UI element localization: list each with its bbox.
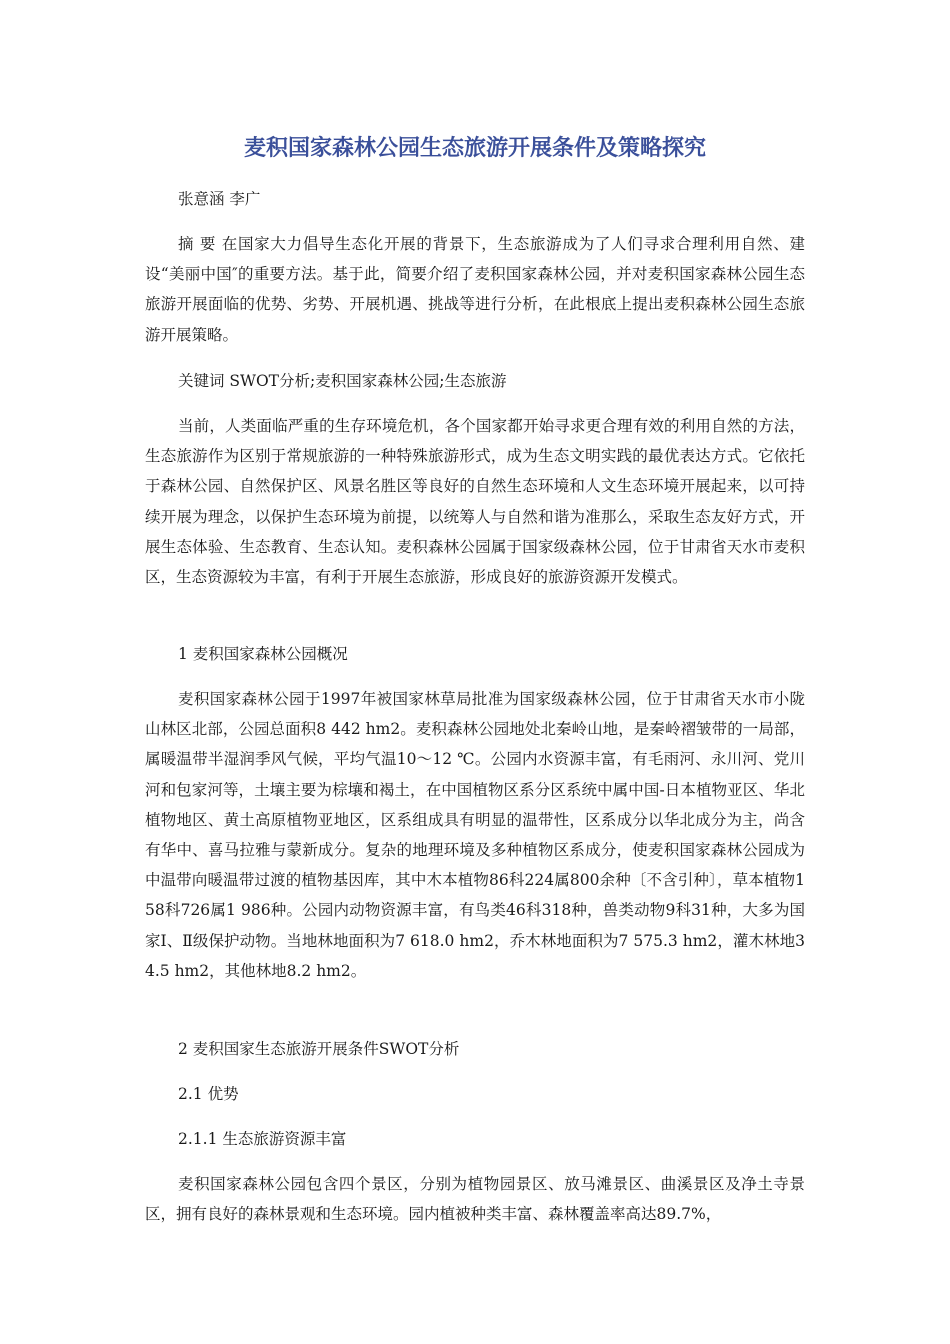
section-2-1-1-paragraph: 麦积国家森林公园包含四个景区，分别为植物园景区、放马滩景区、曲溪景区及净土寺景区，拥有良好的森林景观和生态环境。园内植被种类丰富、森林覆盖率高达89.7%， <box>145 1175 805 1224</box>
section-1-paragraph: 麦积国家森林公园于1997年被国家林草局批准为国家级森林公园，位于甘肃省天水市小陇山林区北部，公园总面积8 442 hm2。麦积森林公园地处北秦岭山地，是秦岭褶皱带的一局部，属暖温带半湿润季风气候，平均气温10～12 ℃。公园内水资源丰富，有毛雨河、永川河、党川河和包家河等，土壤主要为棕壤和褐土，在中国植物区系分区系统中属中国-日本植物亚区、华北植物地区、黄土高原植物亚地区，区系组成具有明显的温带性，区系成分以华北成分为主，尚含有华中、喜马拉雅与蒙新成分。复杂的地理环境及多种植物区系成分，使麦积国家森林公园成为中温带向暖温带过渡的植物基因库，其中木本植物86科224属800余种〔不含引种〕，草本植物158科726属1 986种。公园内动物资源丰富，有鸟类46科318种，兽类动物9科31种，大多为国家Ⅰ、Ⅱ级保护动物。当地林地面积为7 618.0 hm2，乔木林地面积为7 575.3 hm2，灌木林地34.5 hm2，其他林地8.2 hm2。 <box>145 690 805 980</box>
section-2-1-heading: 2.1 优势 <box>178 1085 239 1103</box>
keywords-line: 关键词 SWOT分析;麦积国家森林公园;生态旅游 <box>178 372 507 390</box>
intro-paragraph: 当前，人类面临严重的生存环境危机，各个国家都开始寻求更合理有效的利用自然的方法，生态旅游作为区别于常规旅游的一种特殊旅游形式，成为生态文明实践的最优表达方式。它依托于森林公园、自然保护区、风景名胜区等良好的自然生态环境和人文生态环境开展起来，以可持续开展为理念，以保护生态环境为前提，以统筹人与自然和谐为准那么，采取生态友好方式，开展生态体验、生态教育、生态认知。麦积森林公园属于国家级森林公园，位于甘肃省天水市麦积区，生态资源较为丰富，有利于开展生态旅游，形成良好的旅游资源开发模式。 <box>145 417 805 587</box>
section-2-1-1-heading: 2.1.1 生态旅游资源丰富 <box>178 1130 347 1148</box>
section-2-heading: 2 麦积国家生态旅游开展条件SWOT分析 <box>178 1040 460 1058</box>
document-title: 麦积国家森林公园生态旅游开展条件及策略探究 <box>243 136 706 161</box>
abstract-paragraph: 摘 要 在国家大力倡导生态化开展的背景下，生态旅游成为了人们寻求合理利用自然、建设“美丽中国″的重要方法。基于此，简要介绍了麦积国家森林公园，并对麦积国家森林公园生态旅游开展面临的优势、劣势、开展机遇、挑战等进行分析，在此根底上提出麦积森林公园生态旅游开展策略。 <box>145 235 805 344</box>
section-1-heading: 1 麦积国家森林公园概况 <box>178 645 348 663</box>
author-line: 张意涵 李广 <box>178 190 261 208</box>
